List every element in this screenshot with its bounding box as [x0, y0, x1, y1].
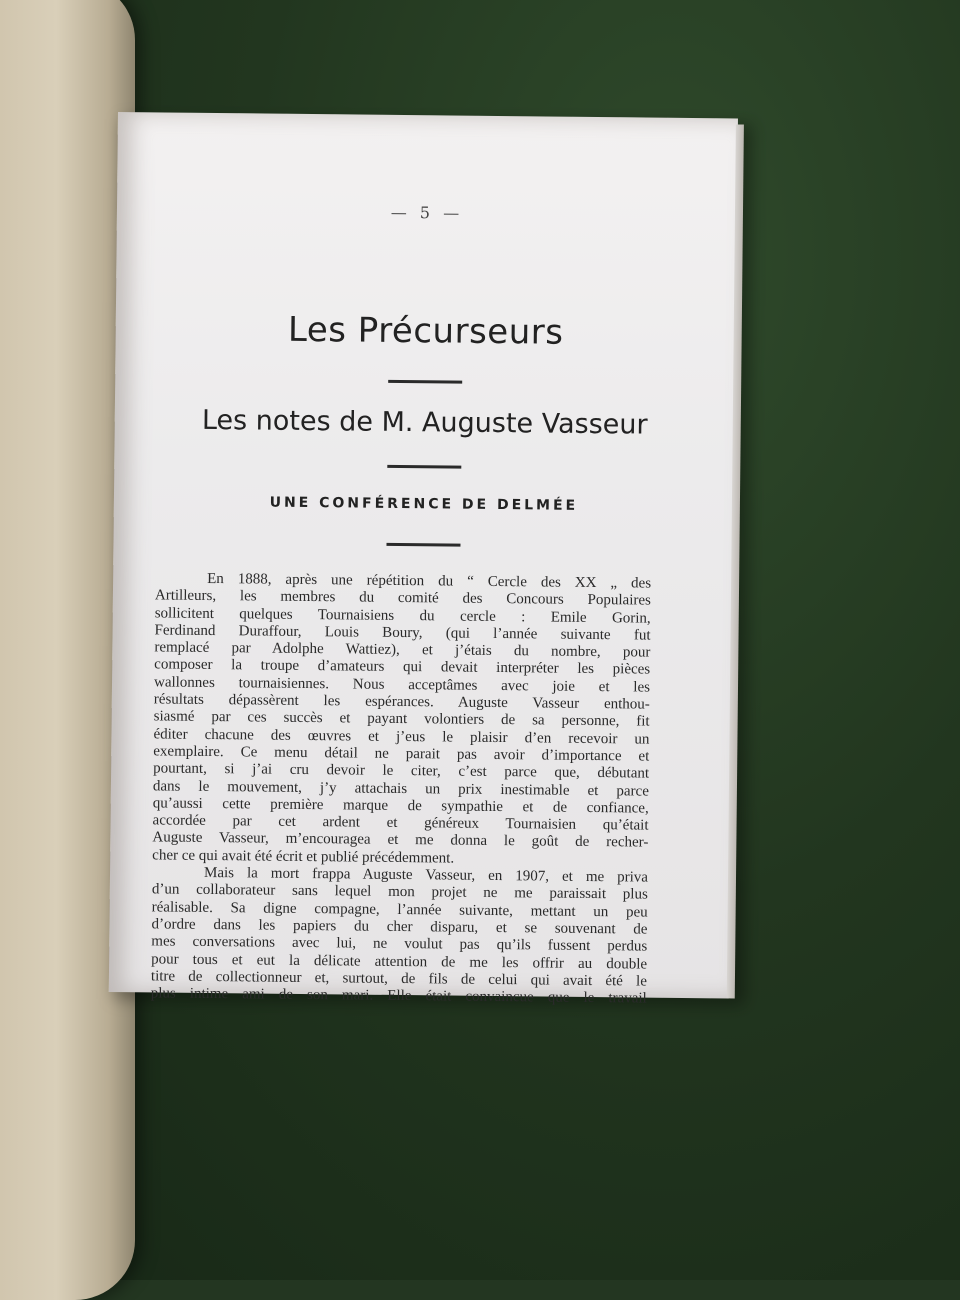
section-rule [386, 543, 460, 547]
text-line: Mais la mort frappa Auguste Vasseur, en 1907, et me priva [203, 864, 649, 886]
text-line: Auguste Vasseur, m’encouragea et me donna le goût de recher- [152, 829, 649, 852]
section-heading: UNE CONFÉRENCE DE DELMÉE [269, 494, 579, 514]
text-line: mes conversations avec lui, ne voulut pas qu’ils fussent perdus [151, 933, 648, 955]
text-line: remplacé par Adolphe Wattiez), et j’étais du nombre, pour [154, 639, 651, 661]
text-line: accordée par cet ardent et généreux Tournaisien qu’était [152, 812, 649, 834]
text-line: plus intime ami de son mari. Elle était convaincue que le travail [150, 985, 647, 1007]
text-line: éditer chacune des œuvres et j’eus le plaisir d’en recevoir un [153, 726, 650, 748]
text-line: cher ce qui avait été écrit et publié précédemment. [152, 847, 455, 867]
text-line: Artilleurs, les membres du comité des Concours Populaires [154, 587, 651, 609]
chapter-title: Les Précurseurs [287, 309, 564, 353]
subtitle-rule [387, 465, 461, 469]
text-line: d’un collaborateur sans lequel mon projet ne me paraissait plus [151, 881, 648, 903]
text-line: résultats dépassèrent les espérances. Auguste Vasseur enthou- [153, 691, 650, 713]
text-line: wallonnes tournaisiennes. Nous acceptâmes avec joie et les [153, 674, 651, 696]
text-line: qu’aussi cette première marque de sympathie et de confiance, [152, 795, 649, 817]
text-line: exemplaire. Ce menu détail ne parait pas avoir d’importance et [153, 743, 650, 765]
text-line: Ferdinand Duraffour, Louis Boury, (qui l’année suivante fut [154, 622, 651, 644]
text-line: titre de collectionneur et, surtout, de fils de celui qui avait été le [150, 968, 648, 990]
page-number: — 5 — [390, 202, 464, 223]
text-line: sollicitent quelques Tournaisiens du cercle : Emile Gorin, [154, 605, 651, 627]
text-line: d’ordre dans les papiers du cher disparu, et se souvenant de [151, 916, 648, 938]
text-line: pour tous et eut la délicate attention de me les offrir au double [151, 950, 648, 973]
text-line: dans le mouvement, j’y attachais un prix inestimable et parce [152, 777, 650, 800]
text-line: composer la troupe d’amateurs qui devait interpréter les pièces [154, 656, 651, 679]
text-line: En 1888, après une répétition du “ Cercle des XX „ des [207, 570, 652, 592]
body-text [151, 570, 652, 1008]
book-page [109, 112, 738, 1007]
chapter-subtitle: Les notes de M. Auguste Vasseur [201, 404, 648, 441]
title-rule [388, 380, 462, 384]
text-line: pourtant, si j’ai cru devoir le citer, c’est parce que, débutant [153, 760, 650, 782]
text-line: réalisable. Sa digne compagne, l’année suivante, mettant un peu [151, 899, 648, 921]
text-line: siasmé par ces succès et payant volontiers de sa personne, fit [153, 708, 650, 730]
